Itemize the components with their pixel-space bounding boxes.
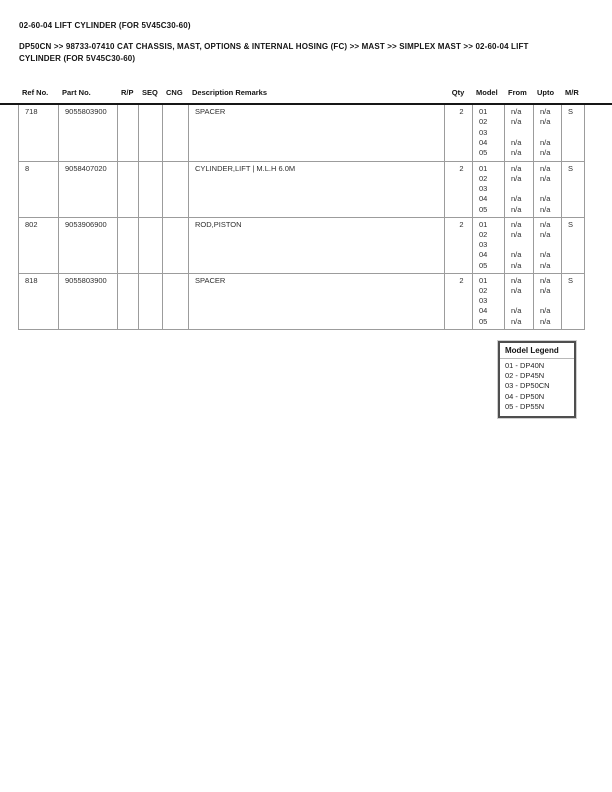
rp-cell xyxy=(118,217,139,273)
model-legend-item: 03 - DP50CN xyxy=(505,381,550,391)
model-code: 03 xyxy=(479,127,488,137)
page-title: 02-60-04 LIFT CYLINDER (FOR 5V45C30-60) xyxy=(19,21,191,30)
seq-cell xyxy=(139,161,163,217)
column-header-rp: R/P xyxy=(121,88,134,97)
model-code: 01 xyxy=(479,107,488,116)
model-code: 03 xyxy=(479,296,488,306)
column-header-qty: Qty xyxy=(451,88,465,97)
column-header-cng: CNG xyxy=(166,88,183,97)
breadcrumb-line-2: CYLINDER (FOR 5V45C30-60) xyxy=(19,54,136,63)
model-cell xyxy=(473,273,505,329)
from-value xyxy=(511,240,533,250)
model-code: 04 xyxy=(479,137,488,147)
ref-no-cell: 802 xyxy=(19,217,59,273)
model-code: 04 xyxy=(479,306,488,316)
upto-value xyxy=(540,128,561,138)
model-code: 02 xyxy=(479,285,488,295)
description-cell: CYLINDER,LIFT | M.L.H 6.0M xyxy=(189,161,445,217)
upto-cell xyxy=(534,105,562,161)
column-header-from: From xyxy=(508,88,527,97)
cng-cell xyxy=(163,273,189,329)
model-legend-item: 04 - DP50N xyxy=(505,391,545,401)
upto-value: n/a xyxy=(540,229,551,239)
table-row xyxy=(19,161,585,217)
model-legend-item: 01 - DP40N xyxy=(505,361,545,370)
part-no-cell: 9055803900 xyxy=(59,273,118,329)
table-row xyxy=(19,273,585,329)
from-cell xyxy=(505,161,534,217)
from-value: n/a xyxy=(511,306,522,316)
column-header-mr: M/R xyxy=(565,88,579,97)
part-no-cell: 9058407020 xyxy=(59,161,118,217)
ref-no-cell: 8 xyxy=(19,161,59,217)
from-cell xyxy=(505,273,534,329)
from-value xyxy=(511,184,533,194)
model-code: 04 xyxy=(479,250,488,260)
model-code: 01 xyxy=(479,219,488,229)
description-cell: SPACER xyxy=(189,273,445,329)
mr-cell: S xyxy=(562,105,585,161)
upto-value: n/a xyxy=(540,204,551,214)
table-row xyxy=(19,105,585,161)
cng-cell xyxy=(163,161,189,217)
upto-value: n/a xyxy=(540,137,551,147)
model-code: 02 xyxy=(479,173,488,183)
from-cell xyxy=(505,217,534,273)
model-code: 01 xyxy=(479,163,488,173)
model-legend-item: 05 - DP55N xyxy=(505,401,545,411)
upto-value xyxy=(540,240,561,250)
from-value: n/a xyxy=(511,148,522,158)
model-legend xyxy=(498,341,576,418)
upto-cell xyxy=(534,273,562,329)
model-cell xyxy=(473,217,505,273)
breadcrumb-line-1: DP50CN >> 98733-07410 CAT CHASSIS, MAST, OPTIONS & INTERNAL HOSING (FC) >> MAST >> SIMPLEX MAST >> 02-60-04 LIFT xyxy=(19,42,529,51)
ref-no-cell: 818 xyxy=(19,273,59,329)
model-legend-item: 02 - DP45N xyxy=(505,371,545,381)
upto-value: n/a xyxy=(540,219,551,229)
model-code: 05 xyxy=(479,316,488,326)
upto-value: n/a xyxy=(540,107,551,116)
from-value: n/a xyxy=(511,275,522,285)
table-column-headers xyxy=(18,88,584,97)
model-code: 03 xyxy=(479,184,488,194)
column-header-seq: SEQ xyxy=(142,88,158,97)
parts-table xyxy=(18,105,585,330)
mr-cell: S xyxy=(562,273,585,329)
model-code: 02 xyxy=(479,229,488,239)
model-code: 01 xyxy=(479,275,488,285)
upto-cell xyxy=(534,217,562,273)
mr-cell: S xyxy=(562,161,585,217)
from-value xyxy=(511,128,533,138)
model-cell xyxy=(473,161,505,217)
seq-cell xyxy=(139,217,163,273)
model-cell xyxy=(473,105,505,161)
column-header-ref-no: Ref No. xyxy=(22,88,49,97)
upto-value: n/a xyxy=(540,285,551,295)
column-header-model: Model xyxy=(476,88,498,97)
ref-no-cell: 718 xyxy=(19,105,59,161)
upto-value: n/a xyxy=(540,306,551,316)
breadcrumb xyxy=(19,41,599,65)
description-cell: SPACER xyxy=(189,105,445,161)
model-code: 05 xyxy=(479,148,488,158)
from-cell xyxy=(505,105,534,161)
upto-value: n/a xyxy=(540,117,551,127)
model-code: 05 xyxy=(479,204,488,214)
upto-value: n/a xyxy=(540,148,551,158)
upto-value: n/a xyxy=(540,260,551,270)
from-value: n/a xyxy=(511,117,522,127)
from-value: n/a xyxy=(511,316,522,326)
from-value: n/a xyxy=(511,163,522,173)
upto-value: n/a xyxy=(540,275,551,285)
part-no-cell: 9053906900 xyxy=(59,217,118,273)
column-header-upto: Upto xyxy=(537,88,555,97)
qty-cell: 2 xyxy=(445,105,473,161)
rp-cell xyxy=(118,273,139,329)
model-legend-items xyxy=(500,359,574,416)
from-value: n/a xyxy=(511,219,522,229)
column-header-part-no: Part No. xyxy=(62,88,91,97)
seq-cell xyxy=(139,105,163,161)
model-code: 04 xyxy=(479,194,488,204)
model-code: 03 xyxy=(479,240,488,250)
upto-value xyxy=(540,296,561,306)
upto-value: n/a xyxy=(540,194,551,204)
upto-cell xyxy=(534,161,562,217)
seq-cell xyxy=(139,273,163,329)
qty-cell: 2 xyxy=(445,217,473,273)
upto-value: n/a xyxy=(540,163,551,173)
table-row xyxy=(19,217,585,273)
model-legend-title: Model Legend xyxy=(500,343,574,359)
from-value: n/a xyxy=(511,173,522,183)
qty-cell: 2 xyxy=(445,273,473,329)
from-value: n/a xyxy=(511,285,522,295)
model-code: 05 xyxy=(479,260,488,270)
mr-cell: S xyxy=(562,217,585,273)
cng-cell xyxy=(163,105,189,161)
from-value: n/a xyxy=(511,107,522,116)
from-value: n/a xyxy=(511,250,522,260)
from-value: n/a xyxy=(511,137,522,147)
qty-cell: 2 xyxy=(445,161,473,217)
from-value: n/a xyxy=(511,204,522,214)
from-value: n/a xyxy=(511,260,522,270)
rp-cell xyxy=(118,105,139,161)
rp-cell xyxy=(118,161,139,217)
from-value: n/a xyxy=(511,229,522,239)
from-value: n/a xyxy=(511,194,522,204)
upto-value: n/a xyxy=(540,316,551,326)
column-header-description: Description Remarks xyxy=(192,88,268,97)
upto-value xyxy=(540,184,561,194)
upto-value: n/a xyxy=(540,250,551,260)
part-no-cell: 9055803900 xyxy=(59,105,118,161)
upto-value: n/a xyxy=(540,173,551,183)
cng-cell xyxy=(163,217,189,273)
from-value xyxy=(511,296,533,306)
description-cell: ROD,PISTON xyxy=(189,217,445,273)
model-code: 02 xyxy=(479,117,488,127)
